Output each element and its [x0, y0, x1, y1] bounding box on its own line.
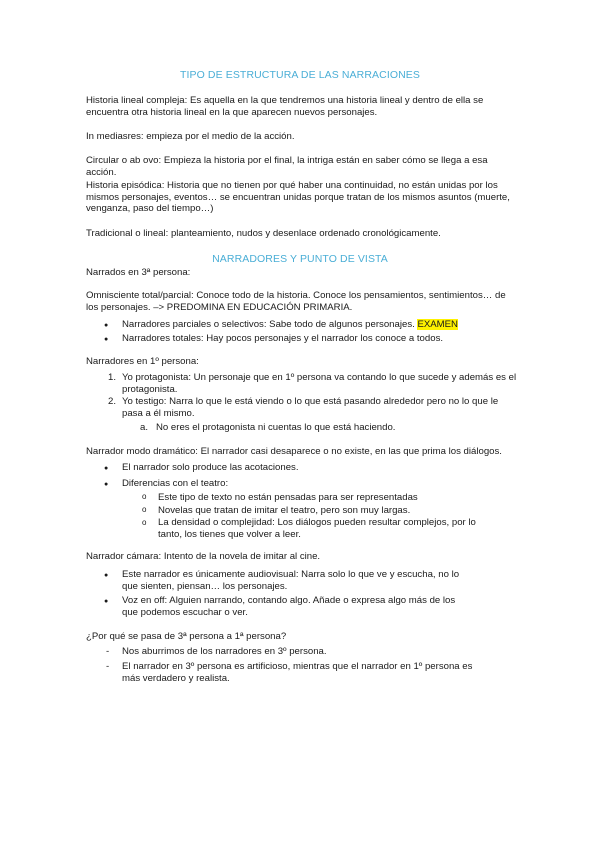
- bullet-icon: ●: [104, 481, 109, 488]
- paragraph-episodica: Historia episódica: Historia que no tienen por qué haber una continuidad, no están unidas por los mismos personajes, eventos… se encuentran unidas porque tratan de los mismos asuntos (muerte, venganza, paso del tiempo…): [86, 180, 510, 214]
- dash-bullet-icon: -: [106, 646, 110, 657]
- section-heading-estructura: TIPO DE ESTRUCTURA DE LAS NARRACIONES: [180, 69, 420, 81]
- list-item-densidad: La densidad o complejidad: Los diálogos pueden resultar complejos, por lo tanto, los tienes que volver a leer.: [158, 517, 476, 540]
- bullet-icon: ●: [104, 598, 109, 605]
- list-number: 2.: [107, 396, 116, 407]
- paragraph-omnisciente: Omnisciente total/parcial: Conoce todo de la historia. Conoce los pensamientos, sentimientos… de los personajes. –> PREDOMINA EN EDUCACIÓN PRIMARIA.: [86, 290, 506, 313]
- paragraph-tradicional: Tradicional o lineal: planteamiento, nudos y desenlace ordenado cronológicamente.: [86, 228, 441, 239]
- list-item-audiovisual: Este narrador es únicamente audiovisual: Narra solo lo que ve y escucha, no lo que sienten, piensan… los personajes.: [122, 569, 460, 592]
- bullet-icon: ●: [104, 572, 109, 579]
- list-item-yo-protagonista: Yo protagonista: Un personaje que en 1º persona va contando lo que sucede y además es el protagonista.: [122, 372, 517, 395]
- paragraph-modo-dramatico: Narrador modo dramático: El narrador casi desaparece o no existe, en las que prima los diálogos.: [86, 446, 502, 457]
- bullet-icon: ●: [104, 336, 109, 343]
- list-item-diferencias-teatro: Diferencias con el teatro:: [122, 478, 229, 489]
- paragraph-primera-persona: Narradores en 1º persona:: [86, 356, 199, 367]
- list-item-yo-testigo: Yo testigo: Narra lo que le está viendo o lo que está pasando alrededor pero no lo que le pasa a él mismo.: [122, 396, 499, 419]
- list-item-acotaciones: El narrador solo produce las acotaciones.: [122, 462, 299, 473]
- paragraph-lineal-compleja: Historia lineal compleja: Es aquella en la que tendremos una historia lineal y dentro de ella se encuentra otra historia lineal en la que aparecen nuevos personajes.: [86, 95, 484, 118]
- dash-bullet-icon: -: [106, 661, 110, 672]
- paragraph-in-mediasres: In mediasres: empieza por el medio de la acción.: [86, 131, 295, 142]
- list-item-aburrimos: Nos aburrimos de los narradores en 3º persona.: [122, 646, 327, 657]
- list-letter: a.: [139, 422, 148, 433]
- section-heading-narradores: NARRADORES Y PUNTO DE VISTA: [212, 253, 388, 265]
- list-item-texto-representadas: Este tipo de texto no están pensadas para ser representadas: [158, 492, 418, 503]
- circle-bullet-icon: o: [142, 505, 147, 514]
- paragraph-narrador-camara: Narrador cámara: Intento de la novela de imitar al cine.: [86, 551, 321, 562]
- list-item-parciales: [122, 319, 522, 331]
- list-item-voz-en-off: Voz en off: Alguien narrando, contando algo. Añade o expresa algo más de los que podemos escuchar o ver.: [122, 595, 456, 618]
- bullet-icon: ●: [104, 322, 109, 329]
- list-item-no-protagonista: No eres el protagonista ni cuentas lo que está haciendo.: [156, 422, 396, 433]
- circle-bullet-icon: o: [142, 518, 147, 527]
- list-item-totales: Narradores totales: Hay pocos personajes y el narrador los conoce a todos.: [122, 333, 444, 344]
- paragraph-tercera-persona: Narrados en 3ª persona:: [86, 267, 191, 278]
- circle-bullet-icon: o: [142, 492, 147, 501]
- paragraph-pregunta: ¿Por qué se pasa de 3ª persona a 1ª persona?: [86, 631, 287, 642]
- bullet-icon: ●: [104, 465, 109, 472]
- list-item-text: Narradores parciales o selectivos: Sabe todo de algunos personajes.: [122, 319, 415, 330]
- list-number: 1.: [107, 372, 116, 383]
- exam-highlight: EXAMEN: [417, 319, 458, 330]
- list-item-novelas-teatro: Novelas que tratan de imitar el teatro, pero son muy largas.: [158, 505, 411, 516]
- paragraph-circular: Circular o ab ovo: Empieza la historia por el final, la intriga están en saber cómo se llega a esa acción.: [86, 155, 488, 178]
- list-item-artificioso: El narrador en 3º persona es artificioso, mientras que el narrador en 1º persona es más verdadero y realista.: [122, 661, 473, 684]
